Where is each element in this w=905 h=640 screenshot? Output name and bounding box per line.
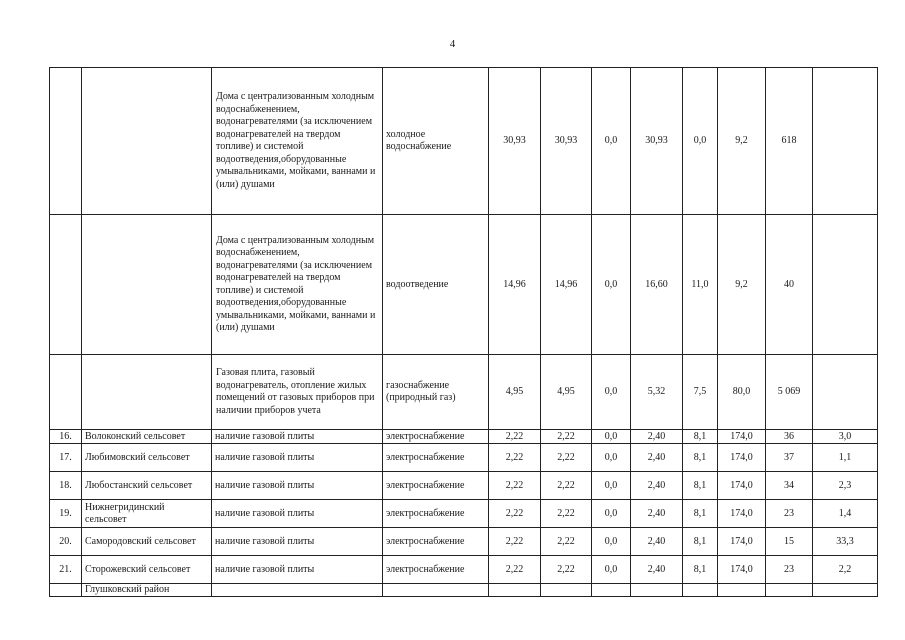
value-cell: 11,0 [683, 215, 718, 355]
value-cell: 2,22 [489, 556, 541, 584]
service-cell: электроснабжение [383, 528, 489, 556]
value-cell: 2,22 [489, 430, 541, 444]
table-row [50, 528, 878, 556]
district-row [50, 584, 878, 597]
value-cell: 34 [766, 472, 813, 500]
service-cell: водоотведение [383, 215, 489, 355]
description-cell: наличие газовой плиты [212, 556, 383, 584]
row-number: 19. [50, 500, 82, 528]
service-cell: электроснабжение [383, 556, 489, 584]
row-number: 16. [50, 430, 82, 444]
value-cell: 8,1 [683, 472, 718, 500]
value-cell: 8,1 [683, 430, 718, 444]
value-cell: 15 [766, 528, 813, 556]
num-cell [50, 215, 82, 355]
value-cell: 30,93 [489, 68, 541, 215]
value-cell: 2,22 [489, 472, 541, 500]
value-cell: 2,40 [631, 528, 683, 556]
value-cell [813, 68, 878, 215]
value-cell: 2,40 [631, 430, 683, 444]
service-cell: электроснабжение [383, 444, 489, 472]
tariff-table [49, 67, 878, 597]
value-cell [813, 355, 878, 430]
value-cell: 4,95 [489, 355, 541, 430]
empty-cell [813, 584, 878, 597]
empty-cell [592, 584, 631, 597]
service-cell: холодное водоснабжение [383, 68, 489, 215]
empty-cell [718, 584, 766, 597]
num-cell [50, 355, 82, 430]
value-cell: 174,0 [718, 472, 766, 500]
description-cell: наличие газовой плиты [212, 430, 383, 444]
value-cell: 2,2 [813, 556, 878, 584]
value-cell: 174,0 [718, 528, 766, 556]
value-cell: 0,0 [592, 472, 631, 500]
value-cell: 0,0 [592, 215, 631, 355]
service-cell: электроснабжение [383, 472, 489, 500]
value-cell: 0,0 [592, 430, 631, 444]
value-cell: 16,60 [631, 215, 683, 355]
value-cell: 14,96 [541, 215, 592, 355]
value-cell: 2,22 [541, 528, 592, 556]
value-cell: 2,40 [631, 556, 683, 584]
value-cell: 4,95 [541, 355, 592, 430]
value-cell: 33,3 [813, 528, 878, 556]
num-cell [50, 584, 82, 597]
empty-cell [212, 584, 383, 597]
value-cell: 0,0 [592, 355, 631, 430]
settlement-name: Любостанский сельсовет [82, 472, 212, 500]
value-cell: 2,22 [541, 500, 592, 528]
value-cell: 5 069 [766, 355, 813, 430]
description-cell: наличие газовой плиты [212, 500, 383, 528]
settlement-name: Любимовский сельсовет [82, 444, 212, 472]
value-cell: 2,22 [541, 430, 592, 444]
value-cell: 2,22 [541, 472, 592, 500]
table-row [50, 215, 878, 355]
empty-cell [489, 584, 541, 597]
value-cell: 2,3 [813, 472, 878, 500]
value-cell: 174,0 [718, 430, 766, 444]
row-number: 20. [50, 528, 82, 556]
value-cell: 30,93 [541, 68, 592, 215]
value-cell: 174,0 [718, 556, 766, 584]
value-cell: 2,22 [489, 528, 541, 556]
value-cell: 23 [766, 500, 813, 528]
value-cell: 618 [766, 68, 813, 215]
value-cell: 80,0 [718, 355, 766, 430]
value-cell: 2,22 [541, 556, 592, 584]
value-cell: 7,5 [683, 355, 718, 430]
value-cell: 5,32 [631, 355, 683, 430]
district-name: Глушковский район [82, 584, 212, 597]
table-row [50, 556, 878, 584]
value-cell: 8,1 [683, 444, 718, 472]
value-cell: 40 [766, 215, 813, 355]
value-cell: 8,1 [683, 528, 718, 556]
description-cell: Газовая плита, газовый водонагреватель, отопление жилых помещений от газовых приборов при наличии приборов учета [212, 355, 383, 430]
value-cell: 1,4 [813, 500, 878, 528]
service-cell: электроснабжение [383, 500, 489, 528]
row-number: 17. [50, 444, 82, 472]
settlement-name: Самородовский сельсовет [82, 528, 212, 556]
settlement-cell [82, 68, 212, 215]
value-cell: 9,2 [718, 215, 766, 355]
value-cell: 0,0 [592, 500, 631, 528]
num-cell [50, 68, 82, 215]
empty-cell [631, 584, 683, 597]
empty-cell [766, 584, 813, 597]
value-cell: 8,1 [683, 500, 718, 528]
table-row [50, 444, 878, 472]
empty-cell [383, 584, 489, 597]
table-row [50, 68, 878, 215]
value-cell: 0,0 [592, 528, 631, 556]
page-number: 4 [449, 38, 456, 50]
value-cell: 0,0 [592, 444, 631, 472]
value-cell: 174,0 [718, 500, 766, 528]
value-cell: 8,1 [683, 556, 718, 584]
value-cell: 174,0 [718, 444, 766, 472]
description-cell: Дома с централизованным холодным водоснабженением, водонагревателями (за исключением водонагревателей на твердом топливе) и системой водоотведения,оборудованные умывальниками, мойками, ваннами и (или) душами [212, 68, 383, 215]
table-row [50, 500, 878, 528]
value-cell: 0,0 [592, 556, 631, 584]
value-cell: 2,22 [489, 500, 541, 528]
empty-cell [541, 584, 592, 597]
value-cell: 2,22 [541, 444, 592, 472]
value-cell: 0,0 [592, 68, 631, 215]
row-number: 21. [50, 556, 82, 584]
settlement-name: Волоконский сельсовет [82, 430, 212, 444]
settlement-name: Нижнегридинский сельсовет [82, 500, 212, 528]
value-cell: 0,0 [683, 68, 718, 215]
value-cell: 1,1 [813, 444, 878, 472]
description-cell: Дома с централизованным холодным водоснабженением, водонагревателями (за исключением водонагревателей на твердом топливе) и системой водоотведения,оборудованные умывальниками, мойками, ваннами и (или) душами [212, 215, 383, 355]
table-row [50, 430, 878, 444]
value-cell: 2,40 [631, 472, 683, 500]
description-cell: наличие газовой плиты [212, 444, 383, 472]
description-cell: наличие газовой плиты [212, 472, 383, 500]
table-row [50, 355, 878, 430]
settlement-name: Сторожевский сельсовет [82, 556, 212, 584]
value-cell: 9,2 [718, 68, 766, 215]
value-cell: 2,40 [631, 444, 683, 472]
value-cell: 30,93 [631, 68, 683, 215]
value-cell [813, 215, 878, 355]
settlement-cell [82, 355, 212, 430]
value-cell: 37 [766, 444, 813, 472]
value-cell: 14,96 [489, 215, 541, 355]
description-cell: наличие газовой плиты [212, 528, 383, 556]
service-cell: газоснабжение (природный газ) [383, 355, 489, 430]
settlement-cell [82, 215, 212, 355]
row-number: 18. [50, 472, 82, 500]
service-cell: электроснабжение [383, 430, 489, 444]
empty-cell [683, 584, 718, 597]
value-cell: 2,40 [631, 500, 683, 528]
value-cell: 3,0 [813, 430, 878, 444]
value-cell: 2,22 [489, 444, 541, 472]
table-row [50, 472, 878, 500]
value-cell: 36 [766, 430, 813, 444]
value-cell: 23 [766, 556, 813, 584]
